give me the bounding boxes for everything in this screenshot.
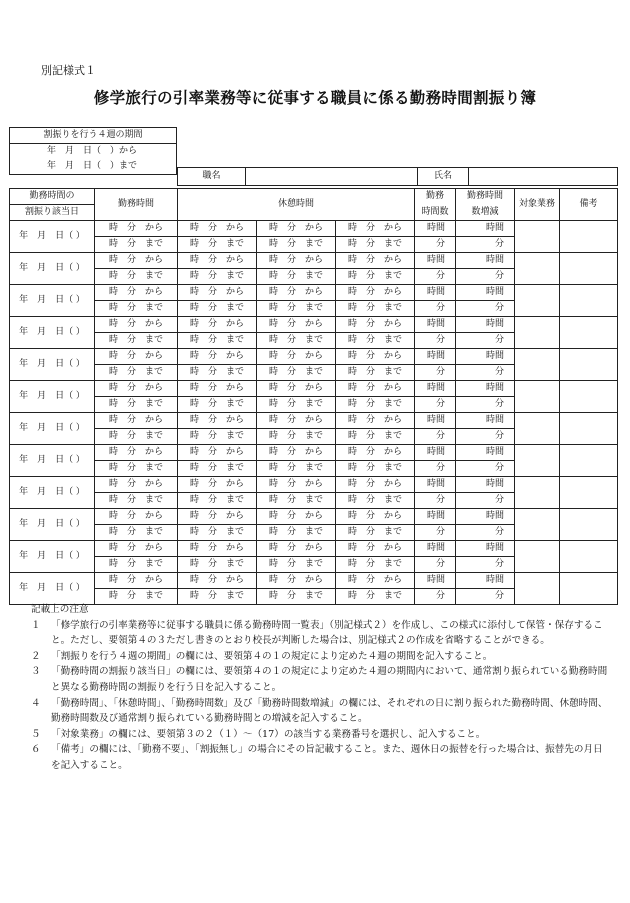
break3-to-field[interactable]: 時 分 まで bbox=[336, 365, 415, 381]
work-minutes-field[interactable]: 分 bbox=[415, 397, 456, 413]
schedule-row bbox=[10, 445, 618, 461]
work-hours-field[interactable]: 時間 bbox=[415, 221, 456, 237]
work-change-field[interactable]: 時間 bbox=[456, 477, 515, 493]
break2-from-field[interactable]: 時 分 から bbox=[257, 253, 336, 269]
date-field[interactable]: 年 月 日（ ） bbox=[10, 413, 95, 445]
break3-to-field[interactable]: 時 分 まで bbox=[336, 525, 415, 541]
work-to-field[interactable]: 時 分 まで bbox=[95, 493, 178, 509]
break3-to-field[interactable]: 時 分 まで bbox=[336, 333, 415, 349]
work-hours-field[interactable]: 時間 bbox=[415, 285, 456, 301]
note-number: １ bbox=[31, 619, 41, 631]
notes-heading: 記載上の注意 bbox=[31, 604, 89, 615]
break3-from-field[interactable]: 時 分 から bbox=[336, 253, 415, 269]
date-field[interactable]: 年 月 日（ ） bbox=[10, 477, 95, 509]
work-to-field[interactable]: 時 分 まで bbox=[95, 461, 178, 477]
schedule-row bbox=[10, 573, 618, 589]
break3-to-field[interactable]: 時 分 まで bbox=[336, 397, 415, 413]
schedule-row bbox=[10, 413, 618, 429]
remarks-field[interactable] bbox=[560, 477, 618, 509]
work-to-field[interactable]: 時 分 まで bbox=[95, 365, 178, 381]
date-field[interactable]: 年 月 日（ ） bbox=[10, 445, 95, 477]
break1-to-field[interactable]: 時 分 まで bbox=[178, 269, 257, 285]
break1-to-field[interactable]: 時 分 まで bbox=[178, 365, 257, 381]
work-minutes-field[interactable]: 分 bbox=[415, 333, 456, 349]
remarks-field[interactable] bbox=[560, 381, 618, 413]
break2-from-field[interactable]: 時 分 から bbox=[257, 413, 336, 429]
note-item bbox=[31, 727, 611, 743]
work-to-field[interactable]: 時 分 まで bbox=[95, 525, 178, 541]
remarks-field[interactable] bbox=[560, 349, 618, 381]
break1-to-field[interactable]: 時 分 まで bbox=[178, 237, 257, 253]
break-time-header: 休憩時間 bbox=[178, 189, 415, 221]
break2-to-field[interactable]: 時 分 まで bbox=[257, 525, 336, 541]
note-text: 「割振りを行う４週の期間」の欄には、要領第４の１の規定により定めた４週の期間を記入すること。 bbox=[51, 650, 493, 662]
break2-to-field[interactable]: 時 分 まで bbox=[257, 333, 336, 349]
break1-from-field[interactable]: 時 分 から bbox=[178, 509, 257, 525]
note-item bbox=[31, 696, 611, 727]
target-work-field[interactable] bbox=[515, 317, 560, 349]
period-to-field[interactable]: 年 月 日（ ）まで bbox=[10, 159, 177, 175]
note-text: 「勤務時間」、「休憩時間」、「勤務時間数」及び「勤務時間数増減」の欄には、それぞれの日に割り振られた勤務時間、休憩時間、勤務時間数及び通常割り振られている勤務時間との増減を記入すること。 bbox=[51, 697, 608, 725]
work-hours-field[interactable]: 時間 bbox=[415, 381, 456, 397]
note-number: ２ bbox=[31, 650, 41, 662]
work-to-field[interactable]: 時 分 まで bbox=[95, 269, 178, 285]
change-minutes-field[interactable]: 分 bbox=[456, 589, 515, 605]
remarks-field[interactable] bbox=[560, 285, 618, 317]
break3-from-field[interactable]: 時 分 から bbox=[336, 445, 415, 461]
note-item bbox=[31, 664, 611, 695]
break1-from-field[interactable]: 時 分 から bbox=[178, 413, 257, 429]
note-number: ４ bbox=[31, 697, 41, 709]
break2-from-field[interactable]: 時 分 から bbox=[257, 221, 336, 237]
work-change-field[interactable]: 時間 bbox=[456, 573, 515, 589]
work-from-field[interactable]: 時 分 から bbox=[95, 253, 178, 269]
break3-to-field[interactable]: 時 分 まで bbox=[336, 589, 415, 605]
date-field[interactable]: 年 月 日（ ） bbox=[10, 573, 95, 605]
change-minutes-field[interactable]: 分 bbox=[456, 269, 515, 285]
break1-from-field[interactable]: 時 分 から bbox=[178, 477, 257, 493]
work-from-field[interactable]: 時 分 から bbox=[95, 349, 178, 365]
break3-from-field[interactable]: 時 分 から bbox=[336, 413, 415, 429]
break1-to-field[interactable]: 時 分 まで bbox=[178, 429, 257, 445]
break2-from-field[interactable]: 時 分 から bbox=[257, 445, 336, 461]
break1-to-field[interactable]: 時 分 まで bbox=[178, 525, 257, 541]
break2-to-field[interactable]: 時 分 まで bbox=[257, 589, 336, 605]
work-hours-field[interactable]: 時間 bbox=[415, 349, 456, 365]
schedule-row bbox=[10, 221, 618, 237]
work-minutes-field[interactable]: 分 bbox=[415, 525, 456, 541]
work-to-field[interactable]: 時 分 まで bbox=[95, 557, 178, 573]
target-work-field[interactable] bbox=[515, 509, 560, 541]
period-table bbox=[9, 127, 177, 175]
break2-from-field[interactable]: 時 分 から bbox=[257, 317, 336, 333]
change-minutes-field[interactable]: 分 bbox=[456, 397, 515, 413]
break1-from-field[interactable]: 時 分 から bbox=[178, 381, 257, 397]
target-work-header: 対象業務 bbox=[515, 189, 560, 221]
work-hours-field[interactable]: 時間 bbox=[415, 413, 456, 429]
break3-from-field[interactable]: 時 分 から bbox=[336, 509, 415, 525]
break1-from-field[interactable]: 時 分 から bbox=[178, 541, 257, 557]
remarks-field[interactable] bbox=[560, 221, 618, 253]
schedule-row bbox=[10, 349, 618, 365]
break1-to-field[interactable]: 時 分 まで bbox=[178, 333, 257, 349]
work-change-field[interactable]: 時間 bbox=[456, 445, 515, 461]
break1-from-field[interactable]: 時 分 から bbox=[178, 349, 257, 365]
remarks-field[interactable] bbox=[560, 509, 618, 541]
break3-from-field[interactable]: 時 分 から bbox=[336, 573, 415, 589]
work-hours-header-2: 時間数 bbox=[415, 205, 456, 221]
date-field[interactable]: 年 月 日（ ） bbox=[10, 349, 95, 381]
break1-from-field[interactable]: 時 分 から bbox=[178, 317, 257, 333]
break3-from-field[interactable]: 時 分 から bbox=[336, 477, 415, 493]
work-minutes-field[interactable]: 分 bbox=[415, 301, 456, 317]
break3-to-field[interactable]: 時 分 まで bbox=[336, 493, 415, 509]
position-field[interactable] bbox=[246, 168, 418, 186]
break3-from-field[interactable]: 時 分 から bbox=[336, 381, 415, 397]
break2-to-field[interactable]: 時 分 まで bbox=[257, 269, 336, 285]
remarks-field[interactable] bbox=[560, 413, 618, 445]
target-work-field[interactable] bbox=[515, 285, 560, 317]
break3-from-field[interactable]: 時 分 から bbox=[336, 349, 415, 365]
work-from-field[interactable]: 時 分 から bbox=[95, 509, 178, 525]
work-to-field[interactable]: 時 分 まで bbox=[95, 301, 178, 317]
break2-to-field[interactable]: 時 分 まで bbox=[257, 493, 336, 509]
work-from-field[interactable]: 時 分 から bbox=[95, 381, 178, 397]
work-from-field[interactable]: 時 分 から bbox=[95, 413, 178, 429]
work-minutes-field[interactable]: 分 bbox=[415, 237, 456, 253]
date-col-header-1: 勤務時間の bbox=[10, 189, 95, 205]
break3-from-field[interactable]: 時 分 から bbox=[336, 221, 415, 237]
date-field[interactable]: 年 月 日（ ） bbox=[10, 221, 95, 253]
work-to-field[interactable]: 時 分 まで bbox=[95, 237, 178, 253]
work-minutes-field[interactable]: 分 bbox=[415, 461, 456, 477]
break3-to-field[interactable]: 時 分 まで bbox=[336, 461, 415, 477]
schedule-row bbox=[10, 509, 618, 525]
note-text: 「勤務時間の割振り該当日」の欄には、要領第４の１の規定により定めた４週の期間内において、通常割り振られている勤務時間と異なる勤務時間の割振りを行う日を記入すること。 bbox=[51, 666, 608, 693]
schedule-row bbox=[10, 541, 618, 557]
name-field[interactable] bbox=[469, 168, 618, 186]
break3-to-field[interactable]: 時 分 まで bbox=[336, 557, 415, 573]
target-work-field[interactable] bbox=[515, 381, 560, 413]
break2-to-field[interactable]: 時 分 まで bbox=[257, 461, 336, 477]
break1-from-field[interactable]: 時 分 から bbox=[178, 573, 257, 589]
note-item bbox=[31, 649, 611, 665]
break3-to-field[interactable]: 時 分 まで bbox=[336, 269, 415, 285]
change-minutes-field[interactable]: 分 bbox=[456, 493, 515, 509]
target-work-field[interactable] bbox=[515, 221, 560, 253]
target-work-field[interactable] bbox=[515, 413, 560, 445]
work-change-field[interactable]: 時間 bbox=[456, 381, 515, 397]
note-item bbox=[31, 618, 611, 649]
period-from-field[interactable]: 年 月 日（ ）から bbox=[10, 144, 177, 160]
work-from-field[interactable]: 時 分 から bbox=[95, 221, 178, 237]
work-minutes-field[interactable]: 分 bbox=[415, 493, 456, 509]
work-to-field[interactable]: 時 分 まで bbox=[95, 589, 178, 605]
break1-from-field[interactable]: 時 分 から bbox=[178, 253, 257, 269]
work-change-field[interactable]: 時間 bbox=[456, 221, 515, 237]
work-hours-field[interactable]: 時間 bbox=[415, 541, 456, 557]
note-text: 「備考」の欄には、「勤務不要」、「割振無し」の場合にその旨記載すること。また、週休日の振替を行った場合は、振替先の月日を記入すること。 bbox=[51, 744, 603, 771]
remarks-field[interactable] bbox=[560, 445, 618, 477]
target-work-field[interactable] bbox=[515, 253, 560, 285]
break2-from-field[interactable]: 時 分 から bbox=[257, 381, 336, 397]
work-from-field[interactable]: 時 分 から bbox=[95, 477, 178, 493]
break2-to-field[interactable]: 時 分 まで bbox=[257, 397, 336, 413]
target-work-field[interactable] bbox=[515, 349, 560, 381]
work-to-field[interactable]: 時 分 まで bbox=[95, 429, 178, 445]
work-hours-field[interactable]: 時間 bbox=[415, 253, 456, 269]
ident-table bbox=[177, 167, 618, 186]
change-minutes-field[interactable]: 分 bbox=[456, 461, 515, 477]
work-from-field[interactable]: 時 分 から bbox=[95, 317, 178, 333]
break2-to-field[interactable]: 時 分 まで bbox=[257, 557, 336, 573]
work-change-field[interactable]: 時間 bbox=[456, 317, 515, 333]
work-from-field[interactable]: 時 分 から bbox=[95, 285, 178, 301]
change-minutes-field[interactable]: 分 bbox=[456, 557, 515, 573]
break1-from-field[interactable]: 時 分 から bbox=[178, 285, 257, 301]
work-change-field[interactable]: 時間 bbox=[456, 285, 515, 301]
note-item bbox=[31, 742, 611, 773]
work-change-field[interactable]: 時間 bbox=[456, 253, 515, 269]
page-title: 修学旅行の引率業務等に従事する職員に係る勤務時間割振り簿 bbox=[93, 88, 537, 107]
break1-to-field[interactable]: 時 分 まで bbox=[178, 461, 257, 477]
break2-from-field[interactable]: 時 分 から bbox=[257, 285, 336, 301]
work-from-field[interactable]: 時 分 から bbox=[95, 541, 178, 557]
break3-from-field[interactable]: 時 分 から bbox=[336, 541, 415, 557]
schedule-row bbox=[10, 477, 618, 493]
period-header: 割振りを行う４週の期間 bbox=[10, 128, 177, 144]
break2-to-field[interactable]: 時 分 まで bbox=[257, 237, 336, 253]
work-hours-field[interactable]: 時間 bbox=[415, 445, 456, 461]
target-work-field[interactable] bbox=[515, 573, 560, 605]
work-change-field[interactable]: 時間 bbox=[456, 541, 515, 557]
work-time-header: 勤務時間 bbox=[95, 189, 178, 221]
work-change-field[interactable]: 時間 bbox=[456, 413, 515, 429]
work-to-field[interactable]: 時 分 まで bbox=[95, 333, 178, 349]
break1-to-field[interactable]: 時 分 まで bbox=[178, 589, 257, 605]
break2-to-field[interactable]: 時 分 まで bbox=[257, 429, 336, 445]
work-change-header-2: 数増減 bbox=[456, 205, 515, 221]
break3-from-field[interactable]: 時 分 から bbox=[336, 317, 415, 333]
break1-from-field[interactable]: 時 分 から bbox=[178, 445, 257, 461]
remarks-field[interactable] bbox=[560, 317, 618, 349]
work-to-field[interactable]: 時 分 まで bbox=[95, 397, 178, 413]
break3-to-field[interactable]: 時 分 まで bbox=[336, 237, 415, 253]
break1-to-field[interactable]: 時 分 まで bbox=[178, 557, 257, 573]
break2-from-field[interactable]: 時 分 から bbox=[257, 349, 336, 365]
date-field[interactable]: 年 月 日（ ） bbox=[10, 317, 95, 349]
note-number: ６ bbox=[31, 744, 41, 756]
date-col-header-2: 割振り該当日 bbox=[10, 205, 95, 221]
work-minutes-field[interactable]: 分 bbox=[415, 429, 456, 445]
position-label: 職名 bbox=[178, 168, 246, 186]
break1-from-field[interactable]: 時 分 から bbox=[178, 221, 257, 237]
date-field[interactable]: 年 月 日（ ） bbox=[10, 285, 95, 317]
date-field[interactable]: 年 月 日（ ） bbox=[10, 541, 95, 573]
schedule-row bbox=[10, 381, 618, 397]
work-change-field[interactable]: 時間 bbox=[456, 509, 515, 525]
date-field[interactable]: 年 月 日（ ） bbox=[10, 509, 95, 541]
remarks-field[interactable] bbox=[560, 253, 618, 285]
break2-to-field[interactable]: 時 分 まで bbox=[257, 365, 336, 381]
break2-to-field[interactable]: 時 分 まで bbox=[257, 301, 336, 317]
change-minutes-field[interactable]: 分 bbox=[456, 301, 515, 317]
note-text: 「対象業務」の欄には、要領第３の２（１）～（17）の該当する業務番号を選択し、記入すること。 bbox=[51, 728, 486, 740]
note-number: ５ bbox=[31, 728, 41, 740]
work-hours-field[interactable]: 時間 bbox=[415, 573, 456, 589]
target-work-field[interactable] bbox=[515, 445, 560, 477]
change-minutes-field[interactable]: 分 bbox=[456, 429, 515, 445]
schedule-table bbox=[9, 188, 618, 605]
break2-from-field[interactable]: 時 分 から bbox=[257, 509, 336, 525]
work-minutes-field[interactable]: 分 bbox=[415, 269, 456, 285]
target-work-field[interactable] bbox=[515, 477, 560, 509]
work-hours-field[interactable]: 時間 bbox=[415, 317, 456, 333]
work-hours-field[interactable]: 時間 bbox=[415, 477, 456, 493]
work-minutes-field[interactable]: 分 bbox=[415, 365, 456, 381]
break3-to-field[interactable]: 時 分 まで bbox=[336, 429, 415, 445]
work-hours-header-1: 勤務 bbox=[415, 189, 456, 205]
change-minutes-field[interactable]: 分 bbox=[456, 525, 515, 541]
form-label: 別記様式１ bbox=[41, 64, 96, 77]
break2-from-field[interactable]: 時 分 から bbox=[257, 477, 336, 493]
work-change-field[interactable]: 時間 bbox=[456, 349, 515, 365]
work-from-field[interactable]: 時 分 から bbox=[95, 445, 178, 461]
remarks-field[interactable] bbox=[560, 541, 618, 573]
break2-from-field[interactable]: 時 分 から bbox=[257, 541, 336, 557]
schedule-row bbox=[10, 285, 618, 301]
work-change-header-1: 勤務時間 bbox=[456, 189, 515, 205]
work-minutes-field[interactable]: 分 bbox=[415, 557, 456, 573]
break1-to-field[interactable]: 時 分 まで bbox=[178, 493, 257, 509]
break1-to-field[interactable]: 時 分 まで bbox=[178, 397, 257, 413]
work-minutes-field[interactable]: 分 bbox=[415, 589, 456, 605]
note-text: 「修学旅行の引率業務等に従事する職員に係る勤務時間一覧表」（別記様式２）を作成し、この様式に添付して保管・保存すること。ただし、要領第４の３ただし書きのとおり校長が判断した場合は、別記様式２の作成を省略することができる。 bbox=[51, 619, 603, 647]
notes-section bbox=[31, 602, 611, 774]
work-from-field[interactable]: 時 分 から bbox=[95, 573, 178, 589]
schedule-row bbox=[10, 253, 618, 269]
name-label: 氏名 bbox=[418, 168, 469, 186]
work-hours-field[interactable]: 時間 bbox=[415, 509, 456, 525]
date-field[interactable]: 年 月 日（ ） bbox=[10, 253, 95, 285]
target-work-field[interactable] bbox=[515, 541, 560, 573]
break1-to-field[interactable]: 時 分 まで bbox=[178, 301, 257, 317]
date-field[interactable]: 年 月 日（ ） bbox=[10, 381, 95, 413]
break3-to-field[interactable]: 時 分 まで bbox=[336, 301, 415, 317]
break2-from-field[interactable]: 時 分 から bbox=[257, 573, 336, 589]
change-minutes-field[interactable]: 分 bbox=[456, 365, 515, 381]
schedule-row bbox=[10, 317, 618, 333]
change-minutes-field[interactable]: 分 bbox=[456, 333, 515, 349]
note-number: ３ bbox=[31, 666, 41, 678]
remarks-header: 備考 bbox=[560, 189, 618, 221]
change-minutes-field[interactable]: 分 bbox=[456, 237, 515, 253]
remarks-field[interactable] bbox=[560, 573, 618, 605]
break3-from-field[interactable]: 時 分 から bbox=[336, 285, 415, 301]
